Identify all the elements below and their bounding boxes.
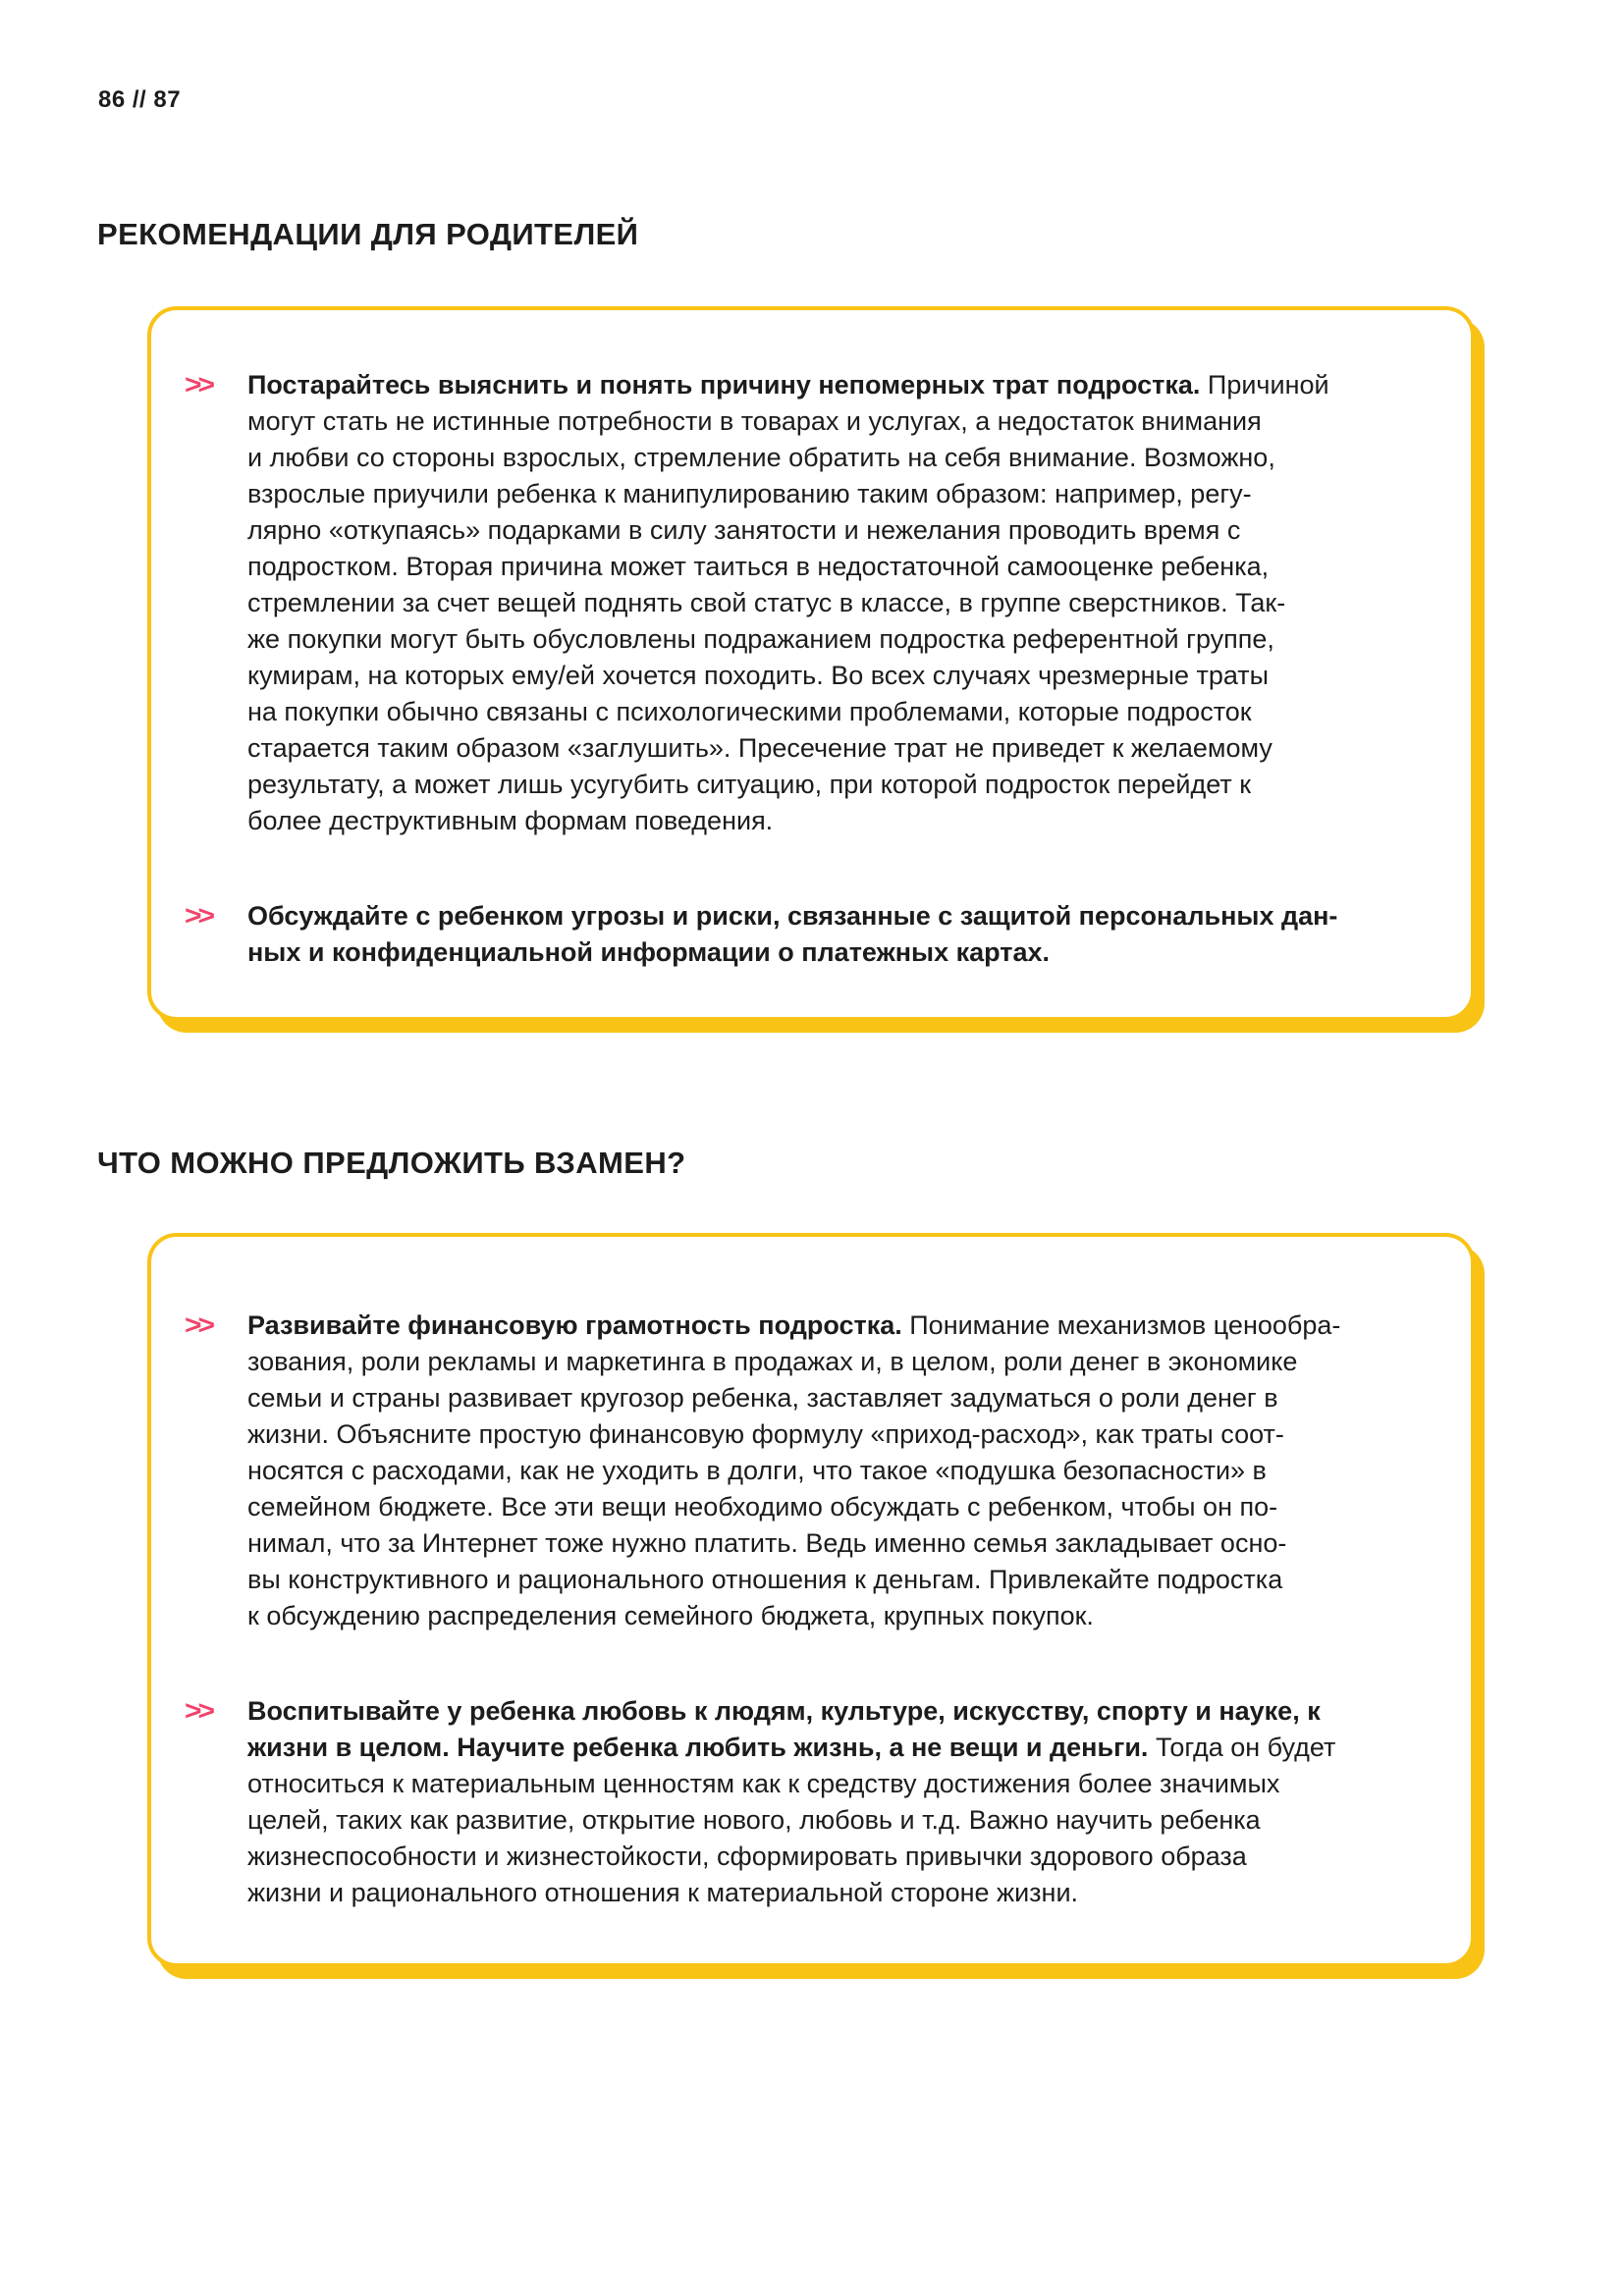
text-line: Воспитывайте у ребенка любовь к людям, культуре, искусству, спорту и науке, к	[247, 1696, 1321, 1726]
text-line: ных и конфиденциальной информации о платежных картах.	[247, 937, 1051, 967]
bullet-item	[185, 1693, 1412, 1911]
bullet-item	[185, 898, 1412, 971]
bullet-item	[185, 367, 1412, 839]
bullet-text	[247, 1308, 1340, 1634]
text-line: взрослые приучили ребенка к манипулированию таким образом: например, регу-	[247, 479, 1252, 508]
text-line: же покупки могут быть обусловлены подражанием подростка референтной группе,	[247, 624, 1274, 654]
text-line: зования, роли рекламы и маркетинга в продажах и, в целом, роли денег в экономике	[247, 1347, 1298, 1376]
text-line: жизни в целом. Научите ребенка любить жизнь, а не вещи и деньги. Тогда он будет	[247, 1733, 1336, 1762]
text-line: могут стать не истинные потребности в товарах и услугах, а недостаток внимания	[247, 406, 1262, 436]
text-line: жизни и рационального отношения к материальной стороне жизни.	[247, 1878, 1079, 1907]
callout-box-recommendations	[147, 306, 1475, 1021]
text-line: жизни. Объясните простую финансовую формулу «приход-расход», как траты соот-	[247, 1419, 1284, 1449]
text-line: Обсуждайте с ребенком угрозы и риски, связанные с защитой персональных дан-	[247, 901, 1338, 931]
bullet-item	[185, 1308, 1412, 1634]
text-line: старается таким образом «заглушить». Пресечение трат не приведет к желаемому	[247, 733, 1272, 763]
chevrons-right-icon: >>	[185, 1696, 212, 1727]
text-line: носятся с расходами, как не уходить в долги, что такое «подушка безопасности» в	[247, 1456, 1267, 1485]
text-line: результату, а может лишь усугубить ситуацию, при которой подросток перейдет к	[247, 770, 1252, 799]
bullet-text	[247, 898, 1337, 971]
text-line: относиться к материальным ценностям как к средству достижения более значимых	[247, 1769, 1280, 1798]
chevrons-right-icon: >>	[185, 370, 212, 400]
text-line: семьи и страны развивает кругозор ребенка, заставляет задуматься о роли денег в	[247, 1383, 1278, 1413]
text-line: кумирам, на которых ему/ей хочется походить. Во всех случаях чрезмерные траты	[247, 661, 1270, 690]
text-line: лярно «откупаясь» подарками в силу занятости и нежелания проводить время с	[247, 515, 1241, 545]
bullet-text	[247, 367, 1329, 839]
text-line: и любви со стороны взрослых, стремление обратить на себя внимание. Возможно,	[247, 443, 1275, 472]
page-number: 86 // 87	[98, 86, 182, 113]
section-title-recommendations: РЕКОМЕНДАЦИИ ДЛЯ РОДИТЕЛЕЙ	[97, 216, 639, 251]
text-line: на покупки обычно связаны с психологическими проблемами, которые подросток	[247, 697, 1252, 726]
text-line: семейном бюджете. Все эти вещи необходимо обсуждать с ребенком, чтобы он по-	[247, 1492, 1278, 1522]
text-line: к обсуждению распределения семейного бюджета, крупных покупок.	[247, 1601, 1094, 1630]
chevrons-right-icon: >>	[185, 1310, 212, 1341]
text-line: Развивайте финансовую грамотность подростка. Понимание механизмов ценообра-	[247, 1310, 1341, 1340]
text-line: жизнеспособности и жизнестойкости, сформировать привычки здорового образа	[247, 1842, 1247, 1871]
text-line: Постарайтесь выяснить и понять причину непомерных трат подростка. Причиной	[247, 370, 1329, 400]
text-line: нимал, что за Интернет тоже нужно платить. Ведь именно семья закладывает осно-	[247, 1528, 1287, 1558]
section-title-alternatives: ЧТО МОЖНО ПРЕДЛОЖИТЬ ВЗАМЕН?	[97, 1145, 686, 1180]
bullet-text	[247, 1693, 1335, 1911]
text-line: целей, таких как развитие, открытие нового, любовь и т.д. Важно научить ребенка	[247, 1805, 1261, 1835]
chevrons-right-icon: >>	[185, 901, 212, 932]
text-line: более деструктивным формам поведения.	[247, 806, 774, 835]
text-line: вы конструктивного и рационального отношения к деньгам. Привлекайте подростка	[247, 1565, 1283, 1594]
text-line: подростком. Вторая причина может таиться в недостаточной самооценке ребенка,	[247, 552, 1270, 581]
text-line: стремлении за счет вещей поднять свой статус в классе, в группе сверстников. Так-	[247, 588, 1286, 617]
callout-box-alternatives	[147, 1233, 1475, 1967]
